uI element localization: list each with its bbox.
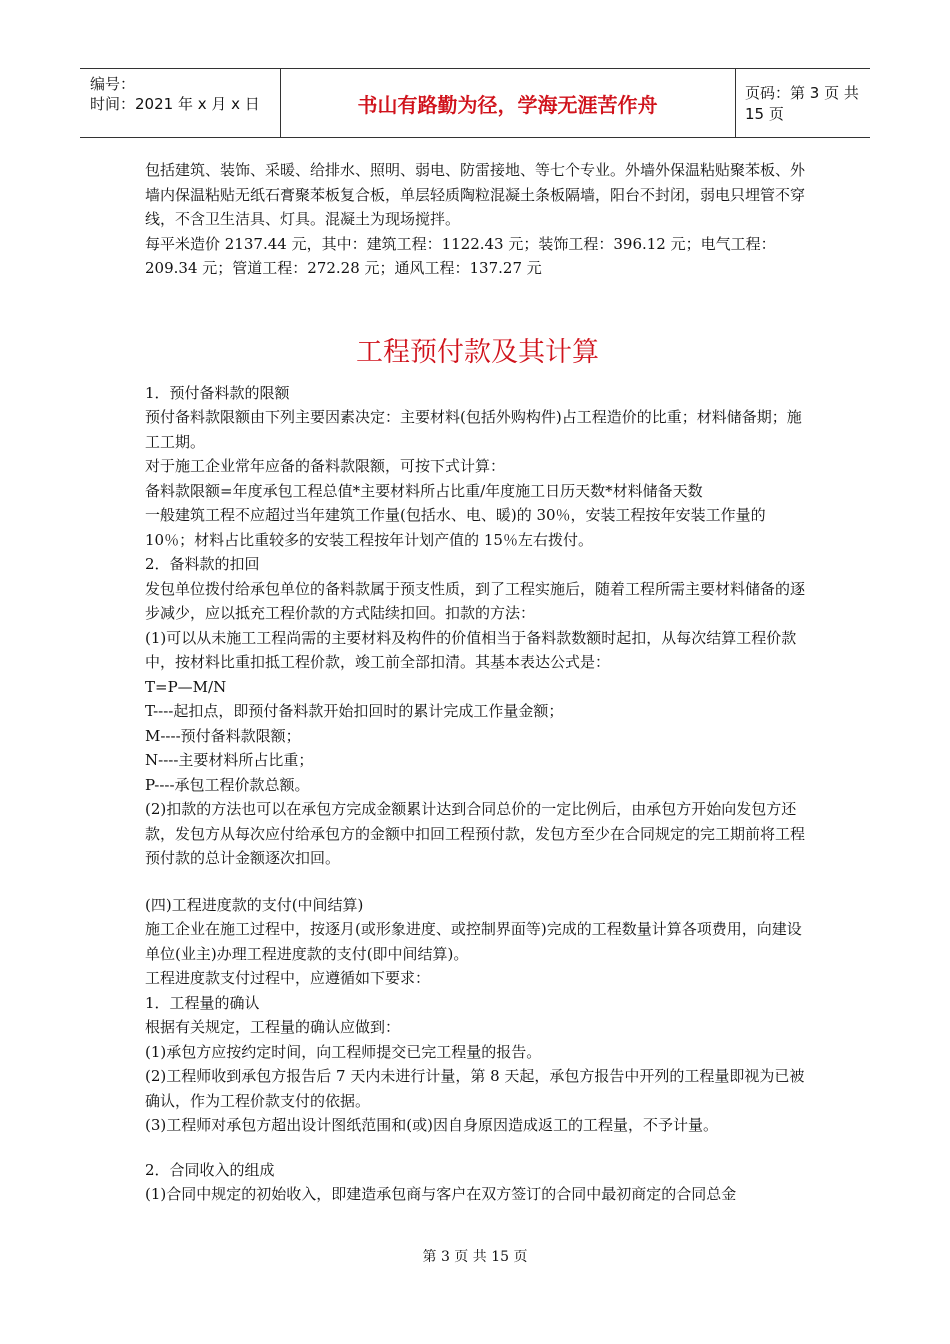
paragraph: 根据有关规定，工程量的确认应做到： <box>145 1018 401 1036</box>
paragraph: 1．预付备料款的限额 <box>145 383 290 402</box>
document-body <box>145 158 810 1207</box>
spacer <box>145 871 810 893</box>
paragraph: 2．合同收入的组成 <box>145 1160 275 1179</box>
paragraph: 一般建筑工程不应超过当年建筑工作量(包括水、电、暖)的 30％，安装工程按年安装工作量的 10％；材料占比重较多的安装工程按年计划产值的 15％左右拨付。 <box>145 506 766 549</box>
paragraph: (2)扣款的方法也可以在承包方完成金额累计达到合同总价的一定比例后，由承包方开始向发包方还款，发包方从每次应付给承包方的金额中扣回工程预付款，发包方至少在合同规定的完工期前将工程预付款的总计金额逐次扣回。 <box>145 800 806 867</box>
paragraph: 2．备料款的扣回 <box>145 555 260 573</box>
paragraph: (3)工程师对承包方超出设计图纸范围和(或)因自身原因造成返工的工程量，不予计量。 <box>145 1116 718 1134</box>
formula-term: N----主要材料所占比重； <box>145 751 314 769</box>
paragraph: (1)合同中规定的初始收入，即建造承包商与客户在双方签订的合同中最初商定的合同总金 <box>145 1185 737 1203</box>
document-number-label: 编号： <box>90 75 136 93</box>
paragraph: 发包单位拨付给承包单位的备料款属于预支性质，到了工程实施后，随着工程所需主要材料储备的逐步减少，应以抵充工程价款的方式陆续扣回。扣款的方法： <box>145 579 806 622</box>
formula-term: P----承包工程价款总额。 <box>145 775 310 794</box>
paragraph: 对于施工企业常年应备的备料款限额，可按下式计算： <box>145 457 506 475</box>
header-meta <box>80 69 281 137</box>
paragraph: (1)承包方应按约定时间，向工程师提交已完工程量的报告。 <box>145 1042 542 1061</box>
paragraph: 施工企业在施工过程中，按逐月(或形象进度、或控制界面等)完成的工程数量计算各项费用，向建设单位(业主)办理工程进度款的支付(即中间结算)。 <box>145 920 802 963</box>
paragraph: 1．工程量的确认 <box>145 993 260 1012</box>
header-page-info: 页码：第 3 页 共 15 页 <box>745 84 859 123</box>
paragraph: (2)工程师收到承包方报告后 7 天内未进行计量，第 8 天起，承包方报告中开列的工程量即视为已被确认，作为工程价款支付的依据。 <box>145 1067 805 1110</box>
paragraph: (1)可以从未施工工程尚需的主要材料及构件的价值相当于备料款数额时起扣，从每次结算工程价款中，按材料比重扣抵工程价款，竣工前全部扣清。其基本表达公式是： <box>145 628 797 671</box>
page-footer: 第 3 页 共 15 页 <box>422 1249 528 1265</box>
intro-paragraph: 每平米造价 2137.44 元，其中：建筑工程：1122.43 元；装饰工程：396.12 元；电气工程：209.34 元；管道工程：272.28 元；通风工程：137.27 元 <box>145 234 776 277</box>
paragraph: (四)工程进度款的支付(中间结算) <box>145 895 364 914</box>
formula-term: M----预付备料款限额； <box>145 726 301 745</box>
formula: T=P—M/N <box>145 677 227 696</box>
section-title: 工程预付款及其计算 <box>356 336 599 368</box>
document-date-label: 时间：2021 年 x 月 x 日 <box>90 95 260 113</box>
formula: 备料款限额=年度承包工程总值*主要材料所占比重/年度施工日历天数*材料储备天数 <box>145 481 703 500</box>
paragraph: 工程进度款支付过程中，应遵循如下要求： <box>145 969 431 987</box>
spacer <box>145 1138 810 1158</box>
paragraph: 预付备料款限额由下列主要因素决定：主要材料(包括外购构件)占工程造价的比重；材料储备期；施工工期。 <box>145 408 802 451</box>
page-header <box>80 68 870 138</box>
formula-term: T----起扣点，即预付备料款开始扣回时的累计完成工作量金额； <box>145 702 564 720</box>
header-motto: 书山有路勤为径，学海无涯苦作舟 <box>280 69 736 137</box>
intro-paragraph: 包括建筑、装饰、采暖、给排水、照明、弱电、防雷接地、等七个专业。外墙外保温粘贴聚苯板、外墙内保温粘贴无纸石膏聚苯板复合板，单层轻质陶粒混凝土条板隔墙，阳台不封闭，弱电只埋管不穿线，不含卫生洁具、灯具。混凝土为现场搅拌。 <box>145 161 806 228</box>
